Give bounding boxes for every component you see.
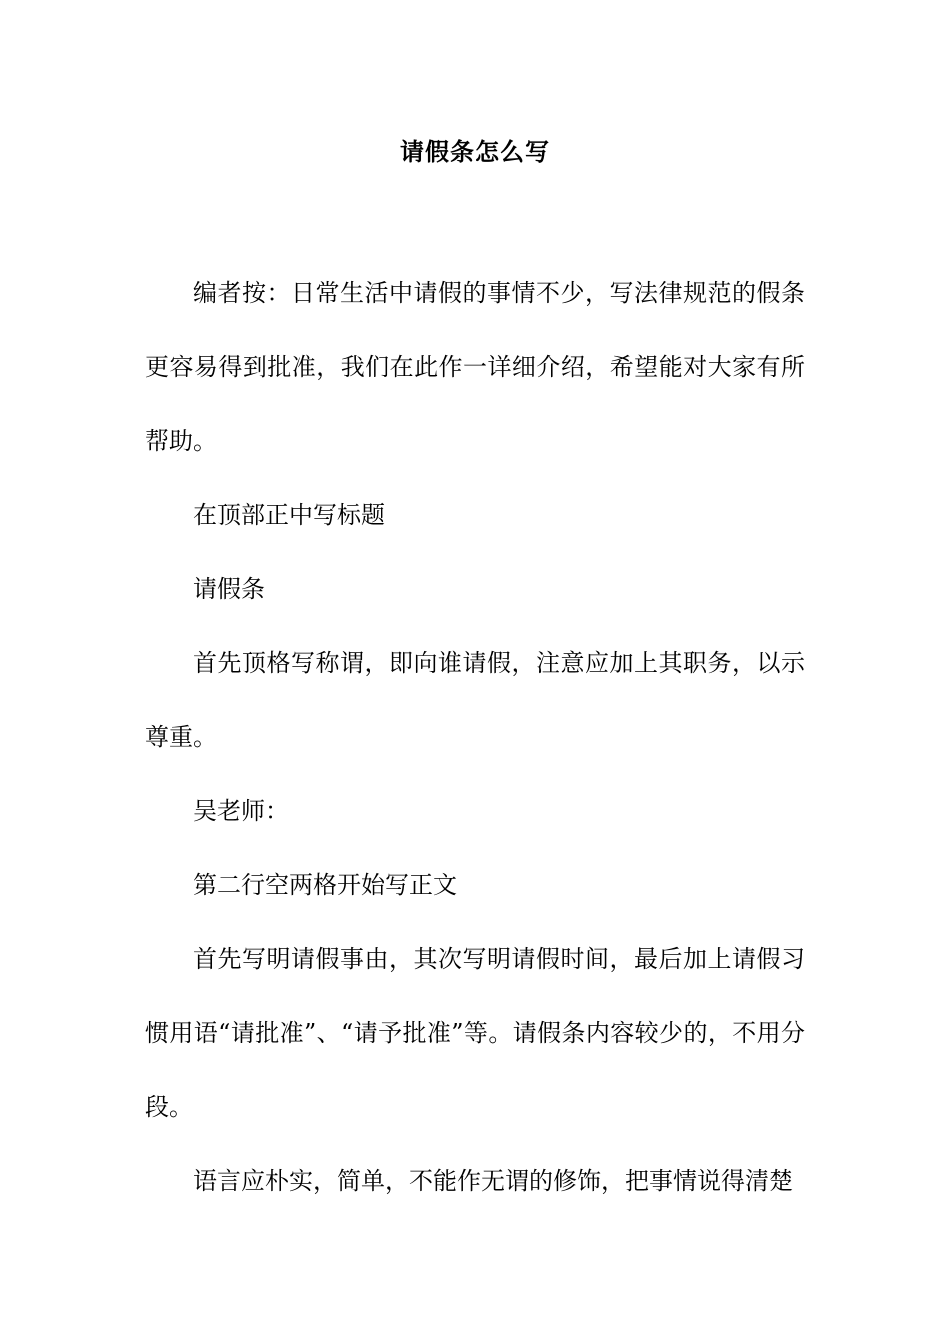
instruction-title-paragraph: 在顶部正中写标题 [193, 501, 385, 529]
document-title: 请假条怎么写 [400, 137, 550, 166]
instruction-body-start-paragraph: 第二行空两格开始写正文 [193, 871, 457, 899]
example-salutation-paragraph: 吴老师： [193, 797, 289, 825]
instruction-language-paragraph: 语言应朴实，简单，不能作无谓的修饰，把事情说得清楚 [193, 1167, 793, 1195]
instruction-body-content-paragraph: 首先写明请假事由，其次写明请假时间，最后加上请假习惯用语“请批准”、“请予批准”等。请假条内容较少的，不用分段。 [145, 945, 805, 1121]
editor-note-paragraph: 编者按：日常生活中请假的事情不少，写法律规范的假条更容易得到批准，我们在此作一详细介绍，希望能对大家有所帮助。 [145, 279, 805, 455]
document-body [145, 256, 805, 1218]
example-title-paragraph: 请假条 [193, 575, 265, 603]
instruction-salutation-paragraph: 首先顶格写称谓，即向谁请假，注意应加上其职务，以示尊重。 [145, 649, 805, 751]
